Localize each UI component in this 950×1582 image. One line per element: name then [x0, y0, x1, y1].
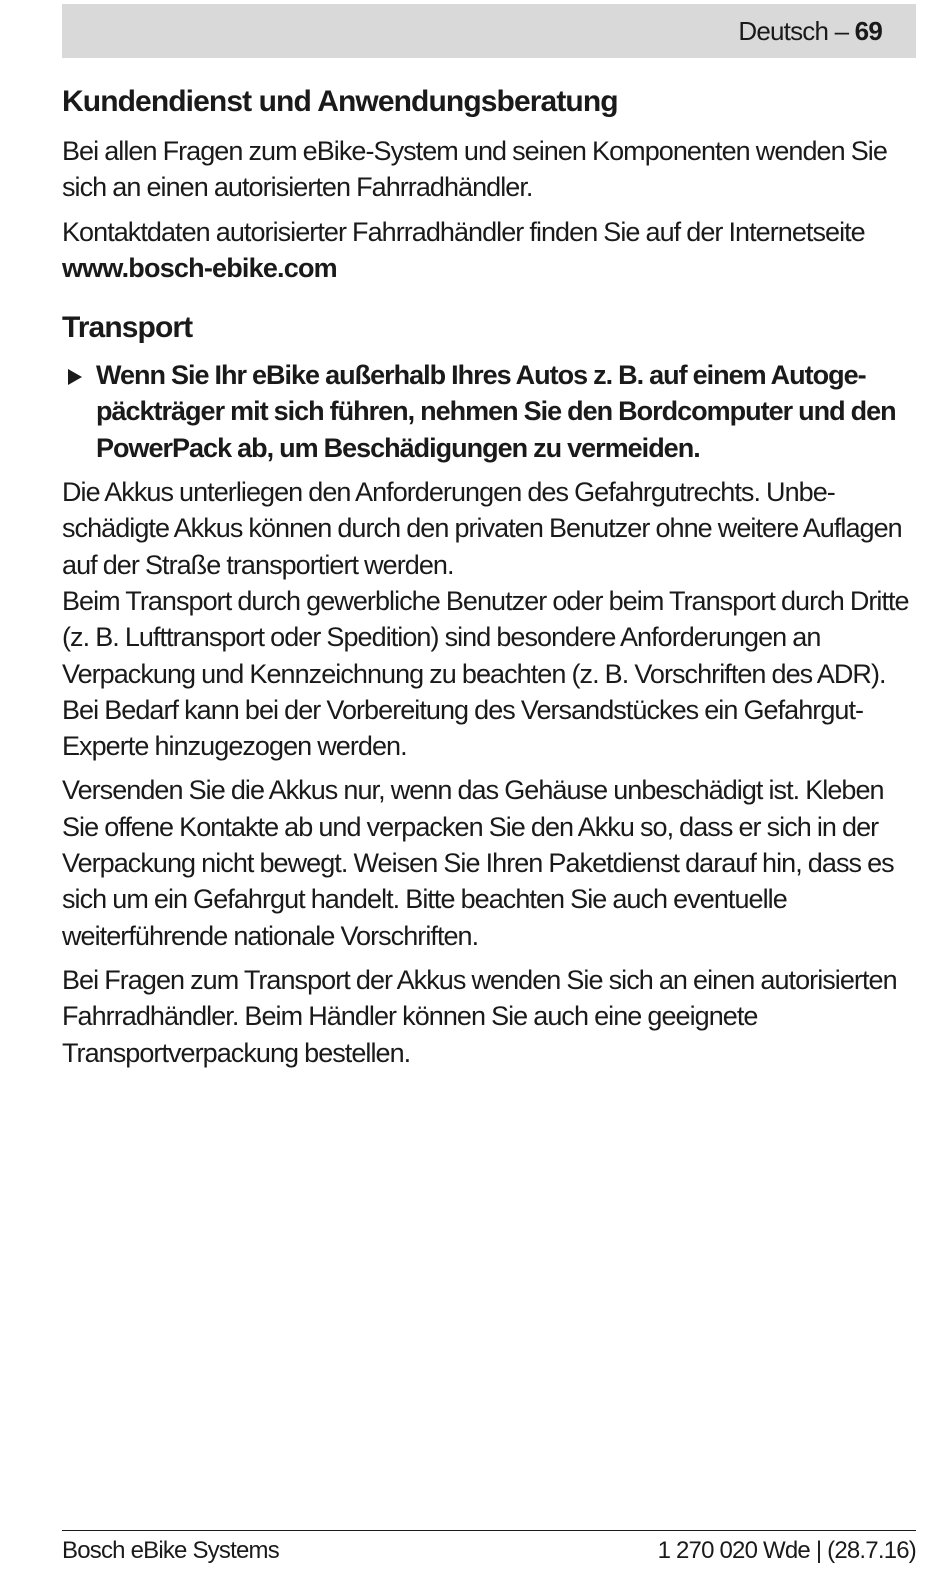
transport-paragraph-1: Die Akkus unterliegen den Anforderungen des Gefahrgutrechts. Unbeschädigte Akkus können durch den privaten Benutzer ohne weitere Auflagen auf der Straße transportiert werden.: [62, 477, 902, 580]
website-link[interactable]: www.bosch-ebike.com: [62, 252, 337, 283]
page-header: [738, 16, 882, 46]
transport-paragraph-3: Versenden Sie die Akkus nur, wenn das Gehäuse unbeschädigt ist. Kleben Sie offene Kontakte ab und verpacken Sie den Akku so, dass er sich in der Verpackung nicht bewegt. Weisen Sie Ihren Paketdienst darauf hin, dass es sich um ein Gefahrgut handelt. Bitte beachten Sie auch eventuelle weiterführende nationale Vorschriften.: [62, 775, 894, 951]
triangle-arrow-right-icon: [68, 369, 82, 385]
page-number: 69: [854, 16, 882, 46]
transport-paragraph-4: Bei Fragen zum Transport der Akkus wenden Sie sich an einen autorisierten Fahrradhändler. Beim Händler können Sie auch eine geeignete Transportverpackung bestellen.: [62, 964, 897, 1068]
warning-text: Wenn Sie Ihr eBike außerhalb Ihres Autos z. B. auf einem Autogepäckträger mit sich führen, nehmen Sie den Bordcomputer und den PowerPack ab, um Beschädigungen zu vermeiden.: [96, 360, 896, 463]
heading-transport: Transport: [62, 311, 193, 345]
kundendienst-paragraph-1: Bei allen Fragen zum eBike-System und seinen Komponenten wenden Sie sich an einen autorisierten Fahrradhändler.: [62, 136, 887, 203]
warning-item: [62, 357, 922, 466]
kundendienst-paragraph-2: [62, 214, 922, 287]
heading-kundendienst: Kundendienst und Anwendungsberatung: [62, 85, 618, 118]
contact-text: Kontaktdaten autorisierter Fahrradhändler finden Sie auf der Internetseite: [62, 216, 865, 247]
footer-company: Bosch eBike Systems: [62, 1537, 279, 1564]
page-content: [62, 84, 922, 1071]
page-header-bar: [62, 4, 916, 58]
transport-paragraph-2: Beim Transport durch gewerbliche Benutzer oder beim Transport durch Dritte (z. B. Lufttransport oder Spedition) sind besondere Anforderungen an Verpackung und Kennzeichnung zu beachten (z. B. Vorschriften des ADR). Bei Bedarf kann bei der Vorbereitung des Versandstückes ein Gefahrgut-Experte hinzugezogen werden.: [62, 585, 909, 762]
header-separator: –: [828, 16, 855, 46]
footer-divider: [62, 1530, 916, 1531]
header-language: Deutsch: [738, 16, 829, 46]
footer-document-id: 1 270 020 Wde | (28.7.16): [657, 1537, 916, 1564]
